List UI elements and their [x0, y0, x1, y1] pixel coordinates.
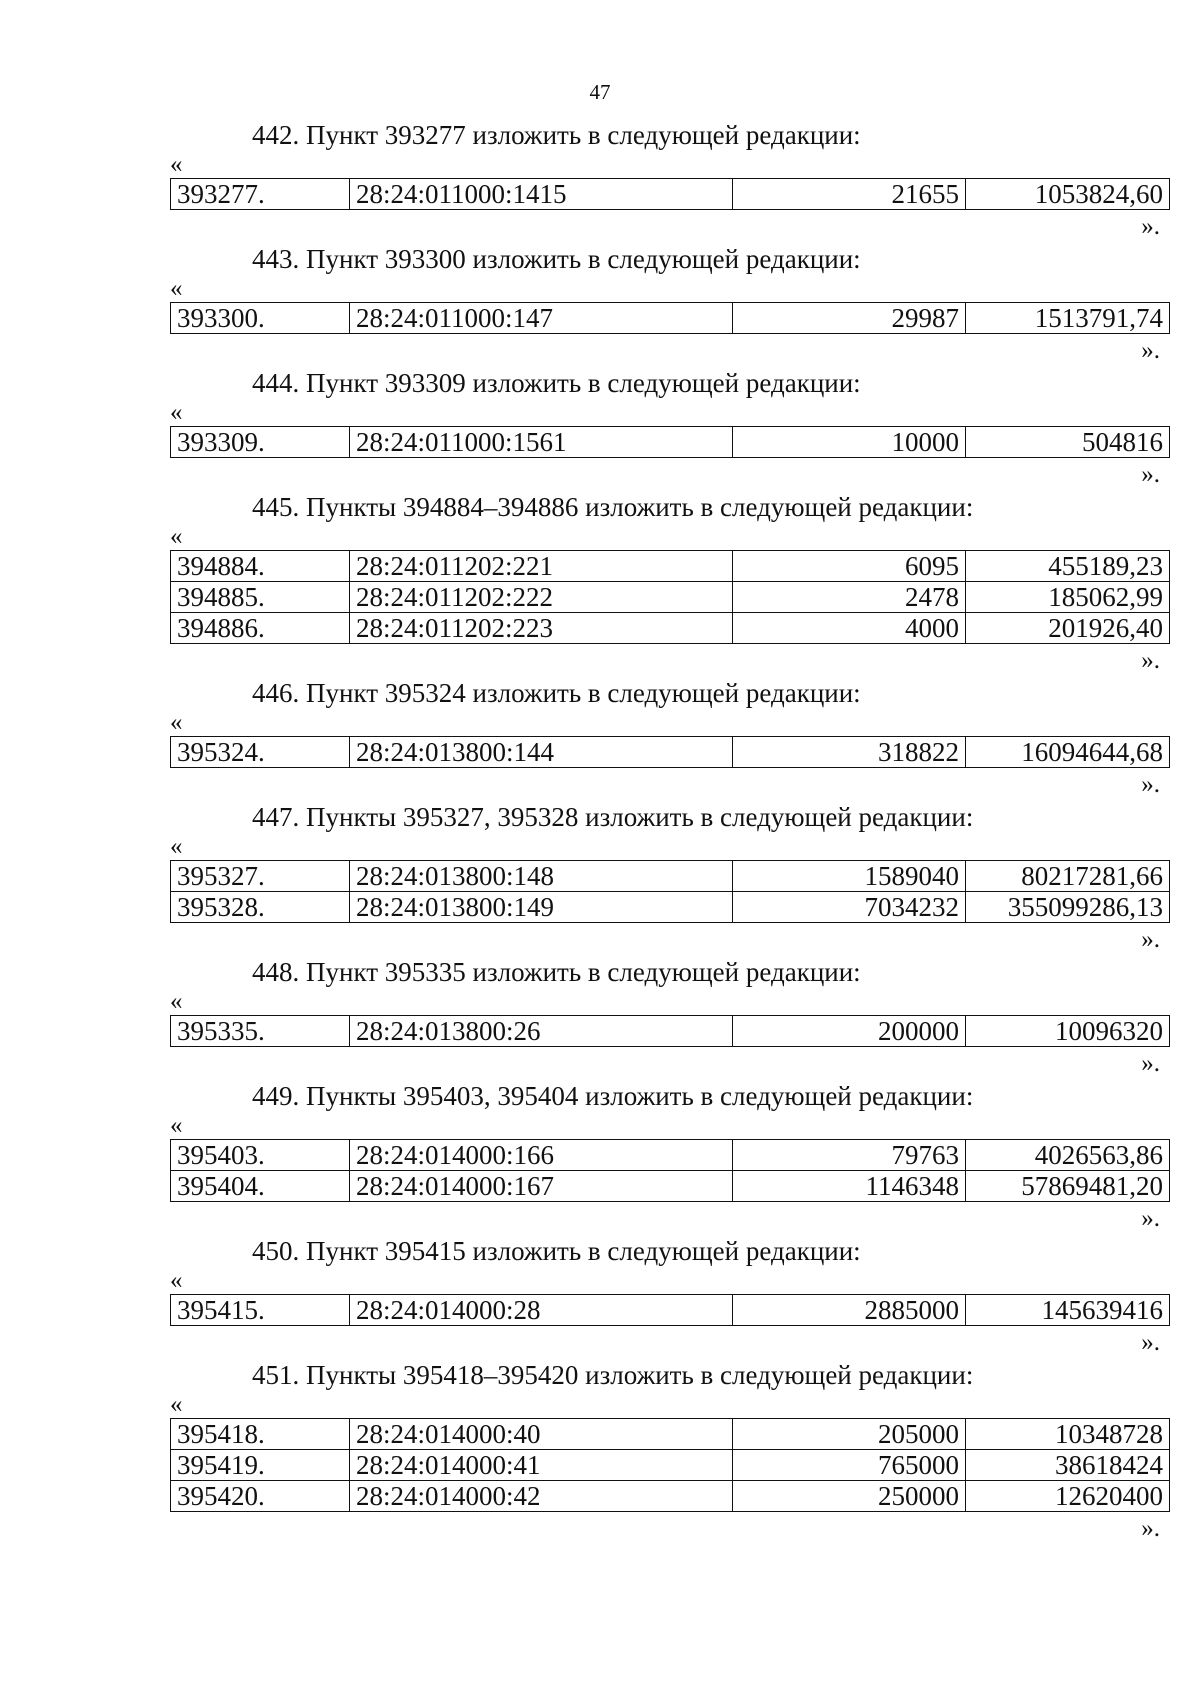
cadastral-number-cell: 28:24:013800:149 [350, 892, 733, 923]
opening-quote: « [170, 709, 183, 736]
amendment-item [170, 1358, 1170, 1544]
opening-quote: « [170, 1267, 183, 1294]
row-number-cell: 395404. [171, 1171, 350, 1202]
row-number-cell: 393309. [171, 427, 350, 458]
closing-quote: ». [1141, 213, 1160, 240]
cadastral-number-cell: 28:24:014000:40 [350, 1419, 733, 1450]
amendment-table [170, 1139, 1170, 1202]
closing-quote: ». [1141, 1050, 1160, 1077]
value-cell: 57869481,20 [966, 1171, 1170, 1202]
amendment-item [170, 955, 1170, 1079]
area-cell: 21655 [733, 179, 966, 210]
area-cell: 10000 [733, 427, 966, 458]
table-row [171, 1450, 1170, 1481]
opening-quote: « [170, 151, 183, 178]
value-cell: 1053824,60 [966, 179, 1170, 210]
table-row [171, 1419, 1170, 1450]
value-cell: 10096320 [966, 1016, 1170, 1047]
closing-quote: ». [1141, 1205, 1160, 1232]
table-row [171, 861, 1170, 892]
amendment-table [170, 426, 1170, 458]
row-number-cell: 394885. [171, 582, 350, 613]
value-cell: 80217281,66 [966, 861, 1170, 892]
amendment-heading: 442. Пункт 393277 изложить в следующей редакции: [252, 120, 861, 150]
value-cell: 185062,99 [966, 582, 1170, 613]
value-cell: 145639416 [966, 1295, 1170, 1326]
amendment-heading: 445. Пункты 394884–394886 изложить в следующей редакции: [252, 492, 974, 522]
opening-quote: « [170, 988, 183, 1015]
opening-quote: « [170, 833, 183, 860]
row-number-cell: 395327. [171, 861, 350, 892]
amendment-heading: 447. Пункты 395327, 395328 изложить в следующей редакции: [252, 802, 974, 832]
row-number-cell: 393300. [171, 303, 350, 334]
table-row [171, 303, 1170, 334]
area-cell: 318822 [733, 737, 966, 768]
table-row [171, 551, 1170, 582]
area-cell: 2478 [733, 582, 966, 613]
amendment-item [170, 490, 1170, 676]
row-number-cell: 394884. [171, 551, 350, 582]
closing-quote: ». [1141, 461, 1160, 488]
closing-quote: ». [1141, 926, 1160, 953]
cadastral-number-cell: 28:24:014000:167 [350, 1171, 733, 1202]
closing-quote: ». [1141, 647, 1160, 674]
area-cell: 205000 [733, 1419, 966, 1450]
closing-quote: ». [1141, 1515, 1160, 1542]
value-cell: 1513791,74 [966, 303, 1170, 334]
value-cell: 12620400 [966, 1481, 1170, 1512]
amendment-item [170, 676, 1170, 800]
opening-quote: « [170, 275, 183, 302]
value-cell: 201926,40 [966, 613, 1170, 644]
amendment-item [170, 242, 1170, 366]
amendment-heading: 450. Пункт 395415 изложить в следующей редакции: [252, 1236, 861, 1266]
table-row [171, 737, 1170, 768]
amendment-item [170, 1234, 1170, 1358]
opening-quote: « [170, 1391, 183, 1418]
area-cell: 2885000 [733, 1295, 966, 1326]
cadastral-number-cell: 28:24:013800:148 [350, 861, 733, 892]
value-cell: 16094644,68 [966, 737, 1170, 768]
row-number-cell: 395335. [171, 1016, 350, 1047]
row-number-cell: 395403. [171, 1140, 350, 1171]
cadastral-number-cell: 28:24:011202:221 [350, 551, 733, 582]
value-cell: 504816 [966, 427, 1170, 458]
area-cell: 29987 [733, 303, 966, 334]
row-number-cell: 393277. [171, 179, 350, 210]
area-cell: 6095 [733, 551, 966, 582]
table-row [171, 1481, 1170, 1512]
page-number: 47 [589, 80, 611, 104]
cadastral-number-cell: 28:24:014000:28 [350, 1295, 733, 1326]
amendment-table [170, 1015, 1170, 1047]
amendment-item [170, 118, 1170, 242]
row-number-cell: 395328. [171, 892, 350, 923]
amendment-heading: 446. Пункт 395324 изложить в следующей редакции: [252, 678, 861, 708]
amendment-heading: 449. Пункты 395403, 395404 изложить в следующей редакции: [252, 1081, 974, 1111]
amendment-list [170, 118, 1170, 1544]
row-number-cell: 395418. [171, 1419, 350, 1450]
amendment-heading: 443. Пункт 393300 изложить в следующей редакции: [252, 244, 861, 274]
opening-quote: « [170, 523, 183, 550]
table-row [171, 582, 1170, 613]
amendment-heading: 451. Пункты 395418–395420 изложить в следующей редакции: [252, 1360, 974, 1390]
row-number-cell: 395415. [171, 1295, 350, 1326]
closing-quote: ». [1141, 1329, 1160, 1356]
amendment-item [170, 366, 1170, 490]
amendment-table [170, 178, 1170, 210]
value-cell: 455189,23 [966, 551, 1170, 582]
amendment-table [170, 736, 1170, 768]
area-cell: 1589040 [733, 861, 966, 892]
value-cell: 355099286,13 [966, 892, 1170, 923]
cadastral-number-cell: 28:24:011202:222 [350, 582, 733, 613]
table-row [171, 1016, 1170, 1047]
amendment-heading: 444. Пункт 393309 изложить в следующей редакции: [252, 368, 861, 398]
amendment-heading: 448. Пункт 395335 изложить в следующей редакции: [252, 957, 861, 987]
table-row [171, 1171, 1170, 1202]
area-cell: 79763 [733, 1140, 966, 1171]
cadastral-number-cell: 28:24:014000:166 [350, 1140, 733, 1171]
area-cell: 765000 [733, 1450, 966, 1481]
amendment-item [170, 1079, 1170, 1234]
row-number-cell: 395419. [171, 1450, 350, 1481]
area-cell: 250000 [733, 1481, 966, 1512]
closing-quote: ». [1141, 771, 1160, 798]
table-row [171, 179, 1170, 210]
area-cell: 1146348 [733, 1171, 966, 1202]
value-cell: 38618424 [966, 1450, 1170, 1481]
cadastral-number-cell: 28:24:011000:1561 [350, 427, 733, 458]
value-cell: 4026563,86 [966, 1140, 1170, 1171]
amendment-table [170, 550, 1170, 644]
table-row [171, 1295, 1170, 1326]
amendment-table [170, 1294, 1170, 1326]
amendment-table [170, 302, 1170, 334]
table-row [171, 613, 1170, 644]
cadastral-number-cell: 28:24:011202:223 [350, 613, 733, 644]
area-cell: 7034232 [733, 892, 966, 923]
cadastral-number-cell: 28:24:013800:26 [350, 1016, 733, 1047]
amendment-table [170, 1418, 1170, 1512]
table-row [171, 892, 1170, 923]
row-number-cell: 395420. [171, 1481, 350, 1512]
value-cell: 10348728 [966, 1419, 1170, 1450]
cadastral-number-cell: 28:24:014000:41 [350, 1450, 733, 1481]
area-cell: 4000 [733, 613, 966, 644]
cadastral-number-cell: 28:24:011000:1415 [350, 179, 733, 210]
table-row [171, 1140, 1170, 1171]
row-number-cell: 395324. [171, 737, 350, 768]
opening-quote: « [170, 1112, 183, 1139]
area-cell: 200000 [733, 1016, 966, 1047]
cadastral-number-cell: 28:24:014000:42 [350, 1481, 733, 1512]
amendment-item [170, 800, 1170, 955]
cadastral-number-cell: 28:24:011000:147 [350, 303, 733, 334]
opening-quote: « [170, 399, 183, 426]
row-number-cell: 394886. [171, 613, 350, 644]
cadastral-number-cell: 28:24:013800:144 [350, 737, 733, 768]
table-row [171, 427, 1170, 458]
amendment-table [170, 860, 1170, 923]
closing-quote: ». [1141, 337, 1160, 364]
